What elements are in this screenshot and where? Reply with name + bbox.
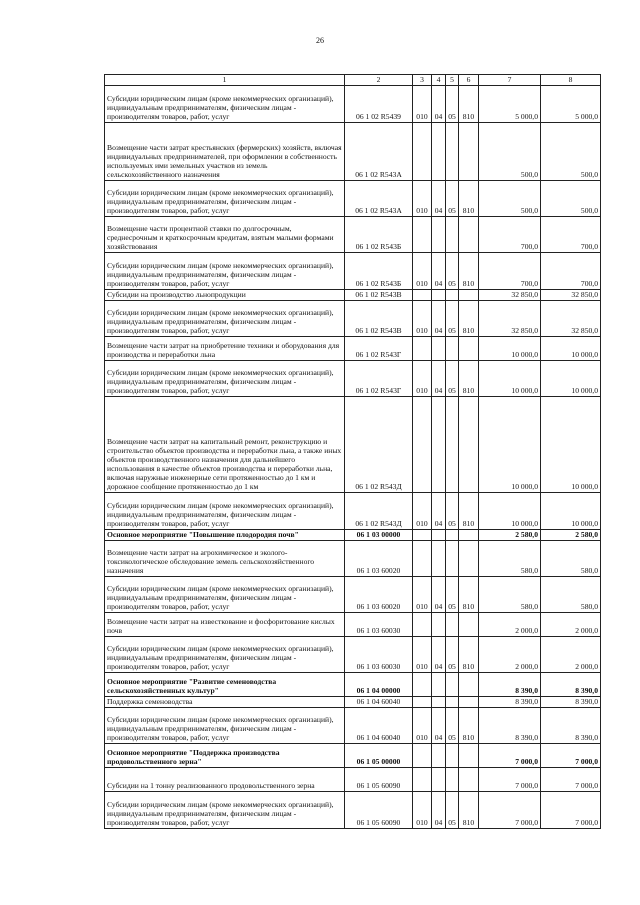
amount-total-cell: 10 000,0 bbox=[541, 493, 601, 530]
section-code-cell bbox=[432, 613, 446, 637]
amount-total-cell: 7 000,0 bbox=[541, 792, 601, 829]
amount-total-cell: 2 000,0 bbox=[541, 637, 601, 673]
amount-cell: 7 000,0 bbox=[479, 768, 541, 792]
subsection-code-cell bbox=[446, 673, 459, 697]
section-code-cell bbox=[432, 337, 446, 361]
ministry-code-cell: 010 bbox=[413, 708, 432, 744]
expense-type-cell bbox=[459, 217, 479, 253]
budget-code-cell: 06 1 04 60040 bbox=[345, 708, 413, 744]
table-row bbox=[105, 253, 601, 290]
section-code-cell bbox=[432, 768, 446, 792]
expense-type-cell bbox=[459, 697, 479, 708]
table-row bbox=[105, 673, 601, 697]
expense-type-cell bbox=[459, 541, 479, 577]
amount-total-cell: 5 000,0 bbox=[541, 86, 601, 123]
table-row bbox=[105, 577, 601, 613]
table-row bbox=[105, 792, 601, 829]
amount-cell: 580,0 bbox=[479, 541, 541, 577]
section-code-cell: 04 bbox=[432, 792, 446, 829]
table-row bbox=[105, 337, 601, 361]
budget-code-cell: 06 1 03 60030 bbox=[345, 637, 413, 673]
subsection-code-cell bbox=[446, 123, 459, 181]
row-name-cell: Субсидии юридическим лицам (кроме некоммерческих организаций), индивидуальным предпринимателям, физическим лицам - производителям товаров, работ, услуг bbox=[105, 708, 345, 744]
budget-code-cell: 06 1 02 R543Б bbox=[345, 253, 413, 290]
table-row bbox=[105, 541, 601, 577]
row-name-cell: Субсидии юридическим лицам (кроме некоммерческих организаций), индивидуальным предпринимателям, физическим лицам - производителям товаров, работ, услуг bbox=[105, 792, 345, 829]
subsection-code-cell: 05 bbox=[446, 361, 459, 397]
row-name-cell: Возмещение части затрат на известкование и фосфоритование кислых почв bbox=[105, 613, 345, 637]
row-name-cell: Субсидии юридическим лицам (кроме некоммерческих организаций), индивидуальным предпринимателям, физическим лицам - производителям товаров, работ, услуг bbox=[105, 493, 345, 530]
table-row bbox=[105, 361, 601, 397]
subsection-code-cell: 05 bbox=[446, 86, 459, 123]
expense-type-cell: 810 bbox=[459, 181, 479, 217]
subsection-code-cell bbox=[446, 768, 459, 792]
amount-cell: 8 390,0 bbox=[479, 708, 541, 744]
ministry-code-cell: 010 bbox=[413, 792, 432, 829]
budget-code-cell: 06 1 03 60020 bbox=[345, 577, 413, 613]
row-name-cell: Субсидии юридическим лицам (кроме некоммерческих организаций), индивидуальным предпринимателям, физическим лицам - производителям товаров, работ, услуг bbox=[105, 577, 345, 613]
subsection-code-cell: 05 bbox=[446, 301, 459, 337]
expense-type-cell: 810 bbox=[459, 708, 479, 744]
amount-cell: 2 000,0 bbox=[479, 613, 541, 637]
amount-cell: 10 000,0 bbox=[479, 337, 541, 361]
table-row bbox=[105, 123, 601, 181]
section-code-cell bbox=[432, 290, 446, 301]
budget-code-cell: 06 1 02 R543В bbox=[345, 290, 413, 301]
amount-total-cell: 7 000,0 bbox=[541, 744, 601, 768]
row-name-cell: Субсидии юридическим лицам (кроме некоммерческих организаций), индивидуальным предпринимателям, физическим лицам - производителям товаров, работ, услуг bbox=[105, 181, 345, 217]
section-code-cell: 04 bbox=[432, 253, 446, 290]
row-name-cell: Возмещение части затрат крестьянских (фермерских) хозяйств, включая индивидуальных предпринимателей, при оформлении в собственность используемых ими земельных участков из земель сельскохозяйственного назначения bbox=[105, 123, 345, 181]
subsection-code-cell bbox=[446, 217, 459, 253]
budget-code-cell: 06 1 05 60090 bbox=[345, 792, 413, 829]
ministry-code-cell: 010 bbox=[413, 361, 432, 397]
section-code-cell bbox=[432, 673, 446, 697]
amount-total-cell: 32 850,0 bbox=[541, 290, 601, 301]
subsection-code-cell bbox=[446, 744, 459, 768]
subsection-code-cell: 05 bbox=[446, 181, 459, 217]
amount-total-cell: 700,0 bbox=[541, 253, 601, 290]
amount-cell: 500,0 bbox=[479, 181, 541, 217]
section-code-cell: 04 bbox=[432, 577, 446, 613]
budget-code-cell: 06 1 03 00000 bbox=[345, 530, 413, 541]
row-name-cell: Основное мероприятие "Поддержка производства продовольственного зерна" bbox=[105, 744, 345, 768]
amount-cell: 700,0 bbox=[479, 217, 541, 253]
column-header: 5 bbox=[446, 75, 459, 86]
column-header: 8 bbox=[541, 75, 601, 86]
amount-cell: 10 000,0 bbox=[479, 361, 541, 397]
subsection-code-cell: 05 bbox=[446, 637, 459, 673]
budget-code-cell: 06 1 03 60030 bbox=[345, 613, 413, 637]
budget-table bbox=[104, 74, 601, 829]
ministry-code-cell: 010 bbox=[413, 253, 432, 290]
expense-type-cell bbox=[459, 530, 479, 541]
expense-type-cell bbox=[459, 397, 479, 493]
section-code-cell: 04 bbox=[432, 181, 446, 217]
expense-type-cell bbox=[459, 123, 479, 181]
column-header: 1 bbox=[105, 75, 345, 86]
row-name-cell: Основное мероприятие "Повышение плодородия почв" bbox=[105, 530, 345, 541]
row-name-cell: Субсидии юридическим лицам (кроме некоммерческих организаций), индивидуальным предпринимателям, физическим лицам - производителям товаров, работ, услуг bbox=[105, 301, 345, 337]
amount-total-cell: 10 000,0 bbox=[541, 397, 601, 493]
subsection-code-cell: 05 bbox=[446, 792, 459, 829]
ministry-code-cell bbox=[413, 613, 432, 637]
section-code-cell: 04 bbox=[432, 301, 446, 337]
amount-cell: 32 850,0 bbox=[479, 290, 541, 301]
ministry-code-cell: 010 bbox=[413, 181, 432, 217]
section-code-cell: 04 bbox=[432, 86, 446, 123]
column-header: 3 bbox=[413, 75, 432, 86]
expense-type-cell: 810 bbox=[459, 637, 479, 673]
expense-type-cell: 810 bbox=[459, 577, 479, 613]
amount-total-cell: 580,0 bbox=[541, 541, 601, 577]
ministry-code-cell: 010 bbox=[413, 301, 432, 337]
subsection-code-cell bbox=[446, 397, 459, 493]
amount-cell: 500,0 bbox=[479, 123, 541, 181]
amount-total-cell: 10 000,0 bbox=[541, 361, 601, 397]
amount-total-cell: 500,0 bbox=[541, 123, 601, 181]
ministry-code-cell bbox=[413, 217, 432, 253]
subsection-code-cell bbox=[446, 290, 459, 301]
ministry-code-cell: 010 bbox=[413, 86, 432, 123]
section-code-cell bbox=[432, 397, 446, 493]
budget-code-cell: 06 1 04 00000 bbox=[345, 673, 413, 697]
section-code-cell: 04 bbox=[432, 493, 446, 530]
expense-type-cell bbox=[459, 290, 479, 301]
amount-cell: 2 000,0 bbox=[479, 637, 541, 673]
ministry-code-cell: 010 bbox=[413, 577, 432, 613]
amount-cell: 10 000,0 bbox=[479, 397, 541, 493]
amount-total-cell: 700,0 bbox=[541, 217, 601, 253]
table-row bbox=[105, 613, 601, 637]
amount-cell: 7 000,0 bbox=[479, 792, 541, 829]
amount-total-cell: 2 000,0 bbox=[541, 613, 601, 637]
subsection-code-cell bbox=[446, 337, 459, 361]
budget-code-cell: 06 1 05 00000 bbox=[345, 744, 413, 768]
section-code-cell bbox=[432, 530, 446, 541]
ministry-code-cell bbox=[413, 744, 432, 768]
ministry-code-cell: 010 bbox=[413, 637, 432, 673]
subsection-code-cell: 05 bbox=[446, 253, 459, 290]
budget-code-cell: 06 1 02 R543Д bbox=[345, 493, 413, 530]
table-row bbox=[105, 768, 601, 792]
row-name-cell: Субсидии на производство льнопродукции bbox=[105, 290, 345, 301]
section-code-cell: 04 bbox=[432, 637, 446, 673]
section-code-cell: 04 bbox=[432, 708, 446, 744]
amount-cell: 7 000,0 bbox=[479, 744, 541, 768]
section-code-cell bbox=[432, 697, 446, 708]
section-code-cell bbox=[432, 123, 446, 181]
amount-total-cell: 500,0 bbox=[541, 181, 601, 217]
table-row bbox=[105, 697, 601, 708]
table-row bbox=[105, 290, 601, 301]
ministry-code-cell bbox=[413, 123, 432, 181]
row-name-cell: Субсидии юридическим лицам (кроме некоммерческих организаций), индивидуальным предпринимателям, физическим лицам - производителям товаров, работ, услуг bbox=[105, 86, 345, 123]
table-row bbox=[105, 708, 601, 744]
ministry-code-cell bbox=[413, 397, 432, 493]
amount-cell: 2 580,0 bbox=[479, 530, 541, 541]
expense-type-cell: 810 bbox=[459, 493, 479, 530]
amount-cell: 8 390,0 bbox=[479, 697, 541, 708]
amount-total-cell: 7 000,0 bbox=[541, 768, 601, 792]
budget-code-cell: 06 1 03 60020 bbox=[345, 541, 413, 577]
table-body bbox=[105, 86, 601, 829]
column-header: 7 bbox=[479, 75, 541, 86]
section-code-cell bbox=[432, 541, 446, 577]
subsection-code-cell bbox=[446, 613, 459, 637]
expense-type-cell: 810 bbox=[459, 361, 479, 397]
table-header-row bbox=[105, 75, 601, 86]
amount-cell: 5 000,0 bbox=[479, 86, 541, 123]
ministry-code-cell bbox=[413, 290, 432, 301]
table-row bbox=[105, 637, 601, 673]
expense-type-cell: 810 bbox=[459, 301, 479, 337]
ministry-code-cell bbox=[413, 541, 432, 577]
amount-total-cell: 10 000,0 bbox=[541, 337, 601, 361]
ministry-code-cell: 010 bbox=[413, 493, 432, 530]
budget-code-cell: 06 1 05 60090 bbox=[345, 768, 413, 792]
expense-type-cell: 810 bbox=[459, 792, 479, 829]
expense-type-cell bbox=[459, 613, 479, 637]
row-name-cell: Субсидии юридическим лицам (кроме некоммерческих организаций), индивидуальным предпринимателям, физическим лицам - производителям товаров, работ, услуг bbox=[105, 361, 345, 397]
table-row bbox=[105, 86, 601, 123]
row-name-cell: Возмещение части затрат на агрохимическое и эколого-токсикологическое обследование земель сельскохозяйственного назначения bbox=[105, 541, 345, 577]
budget-code-cell: 06 1 02 R543Г bbox=[345, 361, 413, 397]
amount-cell: 700,0 bbox=[479, 253, 541, 290]
budget-code-cell: 06 1 02 R543Д bbox=[345, 397, 413, 493]
row-name-cell: Субсидии юридическим лицам (кроме некоммерческих организаций), индивидуальным предпринимателям, физическим лицам - производителям товаров, работ, услуг bbox=[105, 637, 345, 673]
budget-code-cell: 06 1 02 R543А bbox=[345, 123, 413, 181]
section-code-cell bbox=[432, 217, 446, 253]
column-header: 6 bbox=[459, 75, 479, 86]
row-name-cell: Возмещение части затрат на приобретение техники и оборудования для производства и переработки льна bbox=[105, 337, 345, 361]
budget-code-cell: 06 1 02 R543В bbox=[345, 301, 413, 337]
amount-cell: 580,0 bbox=[479, 577, 541, 613]
row-name-cell: Возмещение части процентной ставки по долгосрочным, среднесрочным и краткосрочным кредитам, взятым малыми формами хозяйствования bbox=[105, 217, 345, 253]
ministry-code-cell bbox=[413, 530, 432, 541]
row-name-cell: Субсидии юридическим лицам (кроме некоммерческих организаций), индивидуальным предпринимателям, физическим лицам - производителям товаров, работ, услуг bbox=[105, 253, 345, 290]
amount-cell: 8 390,0 bbox=[479, 673, 541, 697]
expense-type-cell bbox=[459, 744, 479, 768]
table-row bbox=[105, 744, 601, 768]
budget-code-cell: 06 1 02 R543Б bbox=[345, 217, 413, 253]
row-name-cell: Возмещение части затрат на капитальный ремонт, реконструкцию и строительство объектов производства и переработки льна, а также иных объектов производственного назначения для дальнейшего использования в качестве объектов производства и переработки льна, включая наружные инженерные сети протяженностью до 1 км и дорожное сообщение протяженностью до 1 км bbox=[105, 397, 345, 493]
table-row bbox=[105, 397, 601, 493]
budget-code-cell: 06 1 04 60040 bbox=[345, 697, 413, 708]
budget-code-cell: 06 1 02 R543Г bbox=[345, 337, 413, 361]
subsection-code-cell: 05 bbox=[446, 708, 459, 744]
table-row bbox=[105, 301, 601, 337]
budget-code-cell: 06 1 02 R543А bbox=[345, 181, 413, 217]
table-row bbox=[105, 493, 601, 530]
expense-type-cell bbox=[459, 768, 479, 792]
ministry-code-cell bbox=[413, 768, 432, 792]
amount-total-cell: 32 850,0 bbox=[541, 301, 601, 337]
subsection-code-cell: 05 bbox=[446, 493, 459, 530]
row-name-cell: Поддержка семеноводства bbox=[105, 697, 345, 708]
amount-total-cell: 8 390,0 bbox=[541, 697, 601, 708]
row-name-cell: Основное мероприятие "Развитие семеноводства сельскохозяйственных культур" bbox=[105, 673, 345, 697]
section-code-cell bbox=[432, 744, 446, 768]
ministry-code-cell bbox=[413, 673, 432, 697]
column-header: 2 bbox=[345, 75, 413, 86]
subsection-code-cell bbox=[446, 697, 459, 708]
expense-type-cell bbox=[459, 673, 479, 697]
amount-total-cell: 8 390,0 bbox=[541, 673, 601, 697]
amount-total-cell: 8 390,0 bbox=[541, 708, 601, 744]
amount-total-cell: 580,0 bbox=[541, 577, 601, 613]
subsection-code-cell: 05 bbox=[446, 577, 459, 613]
amount-cell: 10 000,0 bbox=[479, 493, 541, 530]
row-name-cell: Субсидии на 1 тонну реализованного продовольственного зерна bbox=[105, 768, 345, 792]
amount-total-cell: 2 580,0 bbox=[541, 530, 601, 541]
subsection-code-cell bbox=[446, 541, 459, 577]
table-row bbox=[105, 217, 601, 253]
page-number: 26 bbox=[316, 36, 324, 45]
expense-type-cell: 810 bbox=[459, 253, 479, 290]
section-code-cell: 04 bbox=[432, 361, 446, 397]
table-row bbox=[105, 530, 601, 541]
amount-cell: 32 850,0 bbox=[479, 301, 541, 337]
subsection-code-cell bbox=[446, 530, 459, 541]
column-header: 4 bbox=[432, 75, 446, 86]
ministry-code-cell bbox=[413, 337, 432, 361]
ministry-code-cell bbox=[413, 697, 432, 708]
expense-type-cell: 810 bbox=[459, 86, 479, 123]
budget-code-cell: 06 1 02 R5439 bbox=[345, 86, 413, 123]
table-row bbox=[105, 181, 601, 217]
expense-type-cell bbox=[459, 337, 479, 361]
